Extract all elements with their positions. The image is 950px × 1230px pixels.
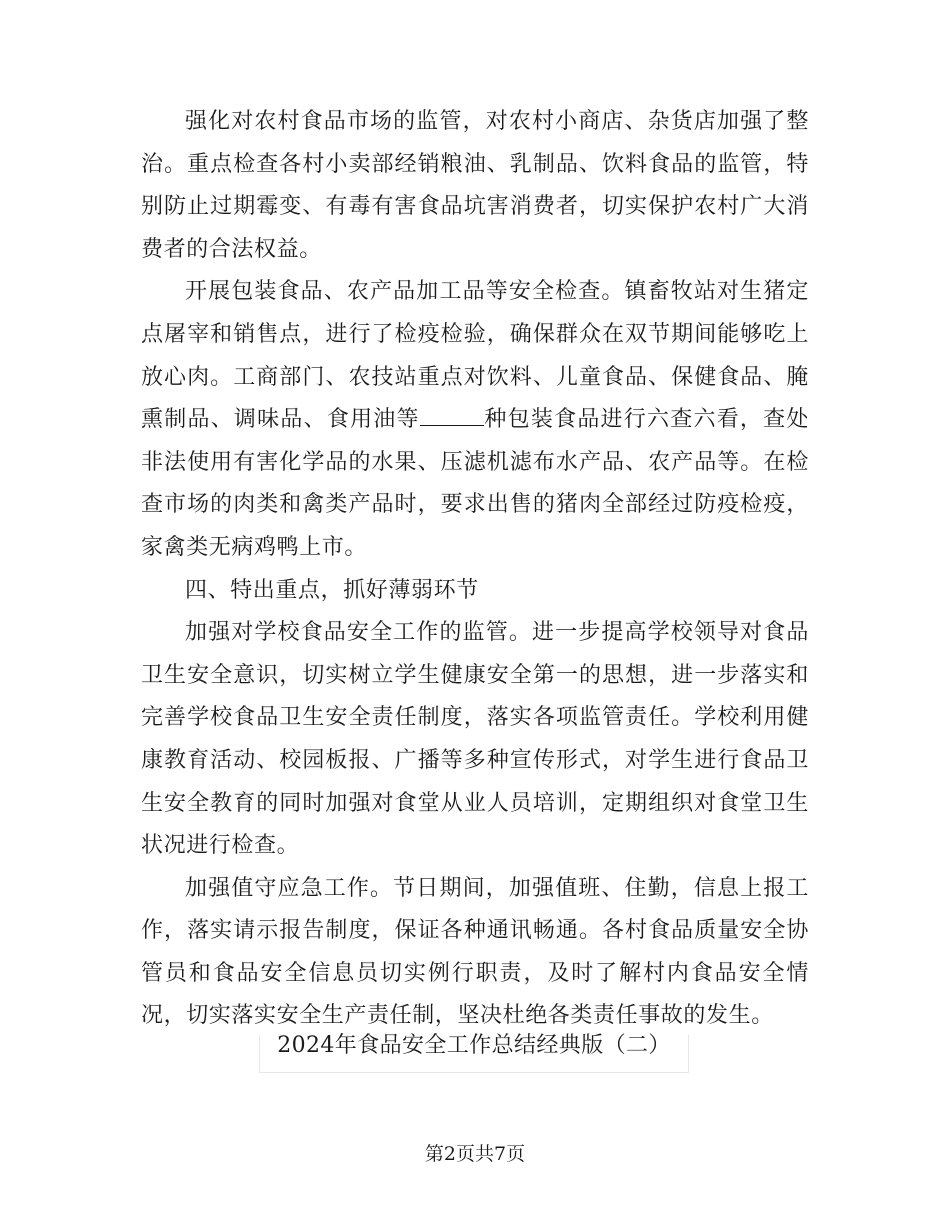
paragraph-school-food-safety: 加强对学校食品安全工作的监管。进一步提高学校领导对食品卫生安全意识，切实树立学生健康安全第一的思想，进一步落实和完善学校食品卫生安全责任制度，落实各项监管责任。学校利用健康教育活动、校园板报、广播等多种宣传形式，对学生进行食品卫生安全教育的同时加强对食堂从业人员培训，定期组织对食堂卫生状况进行检查。 [141,620,809,859]
section-title: 2024年食品安全工作总结经典版（二） [259,1035,689,1073]
document-body [141,101,809,1038]
paragraph-emergency-duty: 加强值守应急工作。节日期间，加强值班、住勤，信息上报工作，落实请示报告制度，保证各种通讯畅通。各村食品质量安全协管员和食品安全信息员切实例行职责，及时了解村内食品安全情况，切实落实安全生产责任制，坚决杜绝各类责任事故的发生。 [141,875,809,1029]
paragraph-packaged-food-check [141,271,809,569]
page-number: 第2页共7页 [424,1143,526,1165]
section-heading-four: 四、特出重点，抓好薄弱环节 [185,577,479,603]
paragraph-rural-market: 强化对农村食品市场的监管，对农村小商店、杂货店加强了整治。重点检查各村小卖部经销粮油、乳制品、饮料食品的监管，特别防止过期霉变、有毒有害食品坑害消费者，切实保护农村广大消费者的合法权益。 [141,109,809,262]
blank-underline [420,407,484,426]
paragraph-packaged-food-check-part1: 开展包装食品、农产品加工品等安全检查。镇畜牧站对生猪定点屠宰和销售点，进行了检疫检验，确保群众在双节期间能够吃上放心肉。工商部门、农技站重点对饮料、儿童食品、保健食品、腌熏制品、调味品、食用油等 [141,279,809,433]
paragraph-packaged-food-check-part2: 种包装食品进行六查六看，查处非法使用有害化学品的水果、压滤机滤布水产品、农产品等。在检查市场的肉类和禽类产品时，要求出售的猪肉全部经过防疫检疫，家禽类无病鸡鸭上市。 [141,407,809,560]
